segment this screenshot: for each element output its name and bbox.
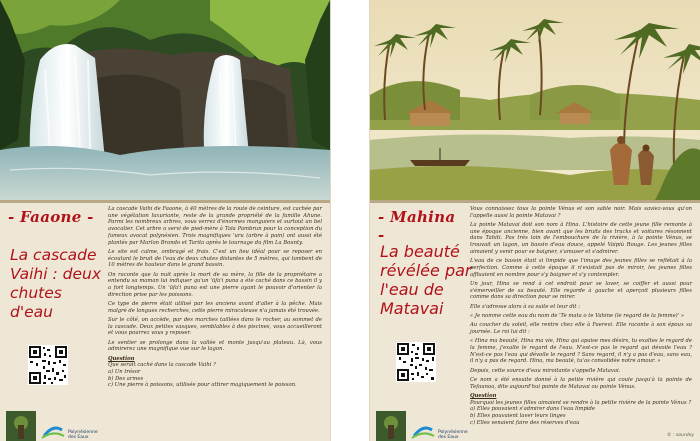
org-name: Polynésienne bbox=[438, 430, 468, 435]
left-panel bbox=[0, 0, 330, 441]
qr-code-icon[interactable] bbox=[396, 342, 436, 382]
paragraph: Un jour, Hina se rend à cet endroit pour se laver, se coiffer et aussi pour s'émerveiller de sa beauté. Elle regarde à gauche et aperçoit plusieurs filles comme dans sa direction pour se mirer. bbox=[470, 280, 692, 301]
paragraph: Le site est calme, ombragé et frais. C'est un lieu idéal pour se reposer en écoutant le bruit de l'eau de deux chutes distantes de 5 mètres, qui tombent de 10 mètres de hauteur dans le grand bassin. bbox=[108, 248, 322, 269]
place-title: - Mahina - bbox=[378, 208, 456, 244]
divider bbox=[0, 200, 330, 203]
org-name: des Eaux bbox=[68, 435, 89, 440]
divider bbox=[370, 200, 700, 203]
question-title: Question bbox=[108, 355, 135, 362]
paragraph: « Je nomme cette eau du nom de 'Te mata o te Vahine (le regard de la femme)' » bbox=[470, 312, 685, 319]
right-panel bbox=[370, 0, 700, 441]
answer-option: b) Des armes bbox=[108, 375, 144, 382]
answer-option: c) Elles venaient faire des réserves d'eau bbox=[470, 419, 580, 426]
paragraph: Sur le côté, on accède, par des marches taillées dans le rocher, au sommet de la cascade. Deux petites vasques, semblables à des piscines, vous accueilleront et vous pourrez vous y reposer. bbox=[108, 316, 322, 337]
story-headline: La beauté révélée par l'eau de Matavai bbox=[380, 242, 472, 318]
org-name: Polynésienne bbox=[68, 430, 98, 435]
org-logo bbox=[410, 422, 468, 440]
place-title: - Faaone - bbox=[8, 208, 94, 226]
story-headline: La cascade Vaihi : deux chutes d'eau bbox=[10, 246, 101, 321]
question-text: Que serait caché dans la cascade Vaihi ? bbox=[108, 362, 216, 369]
photo-credit: © : sourdoy bbox=[667, 433, 694, 438]
paragraph: Elle s'adresse alors à sa suite et leur dit : bbox=[470, 303, 580, 310]
heritage-logo bbox=[376, 411, 406, 441]
story-text bbox=[108, 206, 322, 389]
paragraph: « Hina ma beauté, Hina ma vie, Hina qui apaise mes désirs, tu exaltes le regard de la femme, j'exalte le regard de l'eau. N'est-ce pas le regard qui dévoile l'eau ? N'est-ce pas l'eau qui dévoile le regard ? Sans regard, il n'y a pas d'eau, sans eau, il n'y a pas de regard. Hina, ma beauté, tu'as consolidée notre amour. » bbox=[470, 338, 692, 365]
paragraph: Au coucher du soleil, elle rentre chez elle à Faerevi. Elle raconte à son époux sa journée. Le roi lui dit : bbox=[470, 322, 692, 335]
water-drop-icon bbox=[40, 422, 66, 440]
org-logo bbox=[40, 422, 98, 440]
story-text bbox=[470, 206, 692, 426]
question-text: Pourquoi les jeunes filles aimaient se rendre à la petite rivière de la pointe Vénus ? bbox=[470, 399, 692, 406]
waterfall-photo bbox=[0, 0, 330, 200]
org-name: des Eaux bbox=[438, 435, 459, 440]
answer-option: c) Une pierre à poissons, utilisée pour attirer magiquement le poisson. bbox=[108, 382, 297, 389]
answer-option: a) Un trésor bbox=[108, 369, 141, 376]
paragraph: Le sentier se prolonge dans la vallée et monte jusqu'au plateau. Là, vous admirerez une magnifique vue sur le lagon. bbox=[108, 339, 322, 353]
paragraph: Vous connaissez tous la pointe Vénus et son sable noir. Mais saviez-vous qu'on l'appelle aussi la pointe Matavai ? bbox=[470, 206, 692, 219]
heritage-logo bbox=[6, 411, 36, 441]
paragraph: La cascade Vaihi de Faaone, à 40 mètres de la route de ceinture, est cachée par une végétation luxuriante, reste de la grande propriété de la famille Ahune. Parmi les nombreux arbres, vous verrez d'énormes manguiers et surtout un bel avocatier. Cet arbre a servi de pied-mère à Taïa Pambrun pour la conception du fameux avocat polynésien. Trois magnifiques 'uru (arbre à pain) ont aussi été plantés par Marlon Brando et Tarita après le tournage du film La Bounty. bbox=[108, 206, 322, 246]
qr-code-icon[interactable] bbox=[28, 345, 68, 385]
paragraph: Ce nom a été ensuite donné à la petite rivière qui coule jusqu'à la pointe de Tefaunoa, dite aujourd'hui pointe de Matavai ou pointe Vénus. bbox=[470, 376, 692, 390]
paragraph: On raconte que la nuit après la mort de sa mère, la fille de la propriétaire a entendu sa maman lui indiquer qu'un 'ūfa'i puna a été caché dans ce bassin il y a fort longtemps. Un 'ūfa'i puna est une pierre ayant le pouvoir d'orienter la direction prise par les poissons. bbox=[108, 271, 322, 298]
historic-painting bbox=[370, 0, 700, 200]
answer-option: b) Elles pouvaient laver leurs linges bbox=[470, 412, 566, 419]
water-drop-icon bbox=[410, 422, 436, 440]
question-title: Question bbox=[470, 392, 497, 399]
paragraph: Depuis, cette source d'eau miroitante s'appelle Matavai. bbox=[470, 367, 621, 374]
paragraph: L'eau de ce bassin était si limpide que l'image des jeunes filles se reflétait à la perfection. Comme à cette époque il n'existait pas de miroir, les jeunes filles affluaient en nombre pour s'y baigner et s'y contempler. bbox=[470, 258, 692, 278]
paragraph: La pointe Matavai doit son nom à Hina. L'histoire de cette jeune fille remonte à une époque ancienne, bien avant que les bruits des trucks et voitures résonnent dans Tahiti. Pas très loin de l'embouchure de la rivière, à la pointe Vénus, se trouvait un lagon, un bassin d'eau douce, appelé Vaipiù Rouge. Les jeunes filles aimaient y venir pour se baigner, s'amuser et s'admirer. bbox=[470, 222, 692, 255]
paragraph: Ce type de pierre était utilisé par les anciens avant d'aller à la pêche. Mais malgré de longues recherches, cette pierre miraculeuse n'a jamais été trouvée. bbox=[108, 300, 322, 314]
answer-option: a) Elles pouvaient s'admirer dans l'eau limpide bbox=[470, 406, 596, 413]
